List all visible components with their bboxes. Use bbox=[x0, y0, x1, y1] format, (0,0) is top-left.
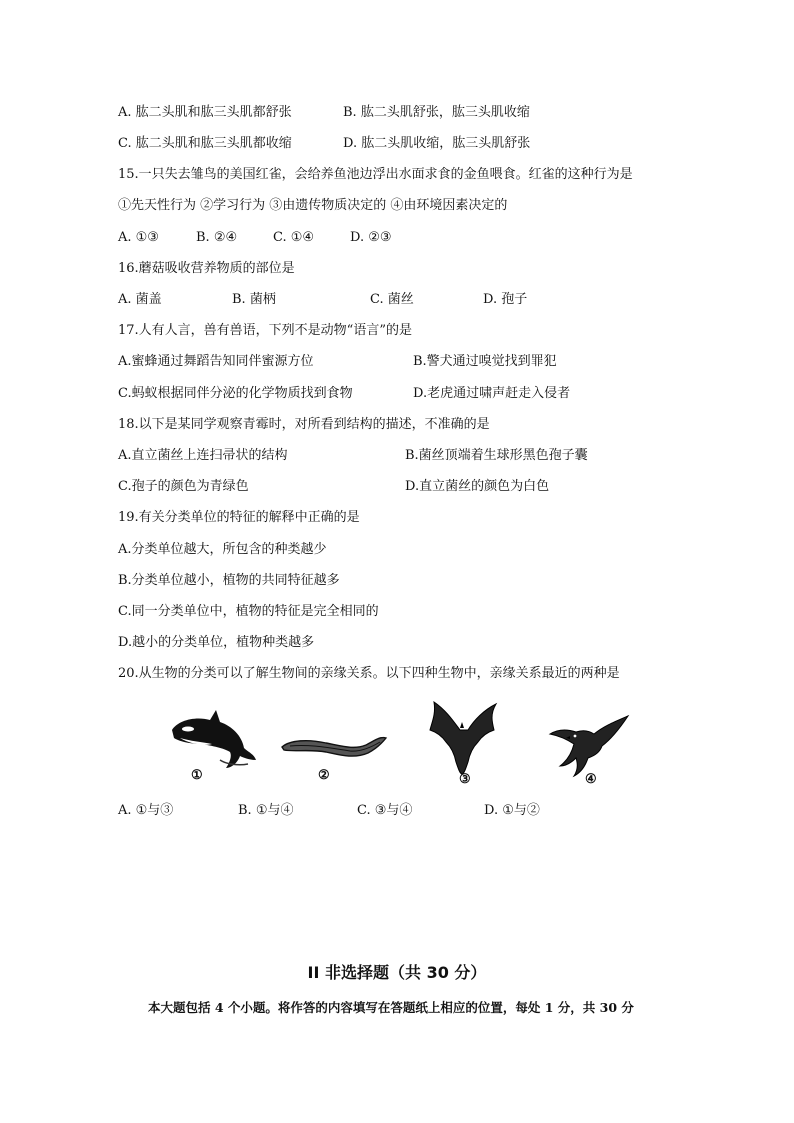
q19-option-c: C.同一分类单位中，植物的特征是完全相同的 bbox=[118, 604, 379, 619]
q20-option-b: B. ①与④ bbox=[238, 803, 294, 818]
q15-option-b: B. ②④ bbox=[196, 230, 238, 245]
q16-option-b: B. 菌柄 bbox=[232, 292, 276, 307]
q17-option-b: B.警犬通过嗅觉找到罪犯 bbox=[413, 354, 557, 369]
q15-option-a: A. ①③ bbox=[118, 230, 159, 245]
q15-statements: ①先天性行为 ②学习行为 ③由遗传物质决定的 ④由环境因素决定的 bbox=[118, 198, 508, 213]
q16-option-a: A. 菌盖 bbox=[118, 292, 162, 307]
q20-option-a: A. ①与③ bbox=[118, 803, 174, 818]
q16-option-c: C. 菌丝 bbox=[370, 292, 414, 307]
q17-option-c: C.蚂蚁根据同伴分泌的化学物质找到食物 bbox=[118, 386, 353, 401]
orca-illustration bbox=[168, 708, 258, 773]
q18-option-c: C.孢子的颜色为青绿色 bbox=[118, 479, 249, 494]
q17-stem: 17.人有人言，兽有兽语，下列不是动物“语言”的是 bbox=[118, 323, 412, 338]
q15-stem: 15.一只失去雏鸟的美国红雀，会给养鱼池边浮出水面求食的金鱼喂食。红雀的这种行为是 bbox=[118, 167, 633, 182]
eagle-illustration bbox=[548, 712, 630, 780]
q19-option-a: A.分类单位越大，所包含的种类越少 bbox=[118, 542, 327, 557]
q18-option-d: D.直立菌丝的颜色为白色 bbox=[405, 479, 550, 494]
bat-illustration bbox=[424, 700, 500, 776]
section-title: II 非选择题（共 30 分） bbox=[307, 963, 487, 982]
figure-label-3: ③ bbox=[459, 772, 471, 787]
figure-label-1: ① bbox=[191, 768, 203, 783]
eel-illustration bbox=[280, 730, 388, 765]
q17-option-d: D.老虎通过啸声赶走入侵者 bbox=[413, 386, 571, 401]
q15-option-c: C. ①④ bbox=[273, 230, 315, 245]
q15-option-d: D. ②③ bbox=[350, 230, 392, 245]
q19-option-b: B.分类单位越小，植物的共同特征越多 bbox=[118, 573, 340, 588]
q19-option-d: D.越小的分类单位，植物种类越多 bbox=[118, 635, 315, 650]
q14-option-c: C. 肱二头肌和肱三头肌都收缩 bbox=[118, 136, 292, 151]
q20-option-c: C. ③与④ bbox=[357, 803, 413, 818]
q17-option-a: A.蜜蜂通过舞蹈告知同伴蜜源方位 bbox=[118, 354, 314, 369]
q16-stem: 16.蘑菇吸收营养物质的部位是 bbox=[118, 261, 295, 276]
q16-option-d: D. 孢子 bbox=[483, 292, 528, 307]
figure-label-4: ④ bbox=[585, 772, 597, 787]
q14-option-d: D. 肱二头肌收缩，肱三头肌舒张 bbox=[343, 136, 531, 151]
figure-label-2: ② bbox=[318, 768, 330, 783]
q20-option-d: D. ①与② bbox=[484, 803, 540, 818]
q20-stem: 20.从生物的分类可以了解生物间的亲缘关系。以下四种生物中，亲缘关系最近的两种是 bbox=[118, 666, 620, 681]
q18-option-b: B.菌丝顶端着生球形黑色孢子囊 bbox=[405, 448, 588, 463]
section-description: 本大题包括 4 个小题。将作答的内容填写在答题纸上相应的位置，每处 1 分，共 30 分 bbox=[148, 1000, 634, 1015]
q18-option-a: A.直立菌丝上连扫帚状的结构 bbox=[118, 448, 288, 463]
q18-stem: 18.以下是某同学观察青霉时，对所看到结构的描述，不准确的是 bbox=[118, 417, 490, 432]
q14-option-b: B. 肱二头肌舒张，肱三头肌收缩 bbox=[343, 105, 530, 120]
q19-stem: 19.有关分类单位的特征的解释中正确的是 bbox=[118, 510, 360, 525]
q14-option-a: A. 肱二头肌和肱三头肌都舒张 bbox=[118, 105, 292, 120]
